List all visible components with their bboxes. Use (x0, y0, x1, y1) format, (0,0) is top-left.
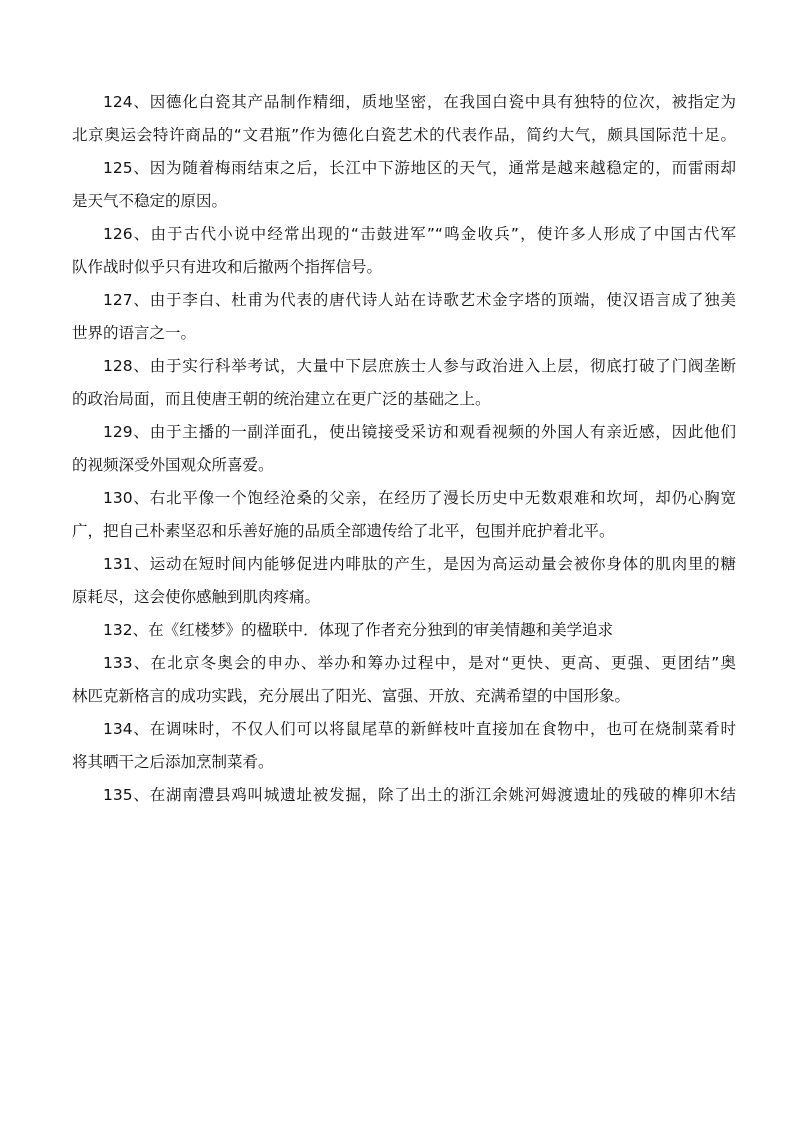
item-line: 的政治局面，而且使唐王朝的统治建立在更广泛的基础之上。 (72, 390, 491, 408)
item-line: 127、由于李白、杜甫为代表的唐代诗人站在诗歌艺术金字塔的顶端，使汉语言成了独美 (103, 291, 736, 309)
item-line: 北京奥运会特许商品的“文君瓶”作为德化白瓷艺术的代表作品，简约大气，颇具国际范十足。 (72, 126, 736, 144)
item-line: 125、因为随着梅雨结束之后，长江中下游地区的天气，通常是越来越稳定的，而雷雨却 (103, 159, 736, 177)
item-line: 126、由于古代小说中经常出现的“击鼓进军”“鸣金收兵”，使许多人形成了中国古代军 (103, 225, 736, 243)
list-item (72, 356, 736, 409)
item-line: 134、在调味时，不仅人们可以将鼠尾草的新鲜枝叶直接加在食物中，也可在烧制菜肴时 (103, 720, 736, 738)
item-line: 的视频深受外国观众所喜爱。 (72, 456, 274, 474)
item-line: 是天气不稳定的原因。 (72, 192, 228, 210)
item-line: 队作战时似乎只有进攻和后撤两个指挥信号。 (72, 258, 383, 276)
list-item (72, 620, 736, 640)
item-line: 133、在北京冬奥会的申办、举办和筹办过程中，是对“更快、更高、更强、更团结”奥 (103, 654, 736, 672)
item-line: 世界的语言之一。 (72, 324, 197, 342)
item-line: 林匹克新格言的成功实践，充分展出了阳光、富强、开放、充满希望的中国形象。 (72, 687, 631, 705)
list-item (72, 422, 736, 475)
item-line: 131、运动在短时间内能够促进内啡肽的产生，是因为高运动量会被你身体的肌肉里的糖 (103, 555, 736, 573)
item-line: 135、在湖南澧县鸡叫城遗址被发掘，除了出土的浙江余姚河姆渡遗址的残破的榫卯木结 (103, 786, 736, 804)
list-item (72, 158, 736, 211)
item-line: 原耗尽，这会使你感触到肌肉疼痛。 (72, 588, 321, 606)
item-line: 132、在《红楼梦》的楹联中．体现了作者充分独到的审美情趣和美学追求 (103, 621, 614, 639)
list-item (72, 554, 736, 607)
item-line: 将其晒干之后添加烹制菜肴。 (72, 753, 274, 771)
list-item (72, 224, 736, 277)
item-line: 广，把自己朴素坚忍和乐善好施的品质全部遗传给了北平，包围并庇护着北平。 (72, 522, 615, 540)
list-item (72, 290, 736, 343)
list-item (72, 785, 736, 805)
item-line: 124、因德化白瓷其产品制作精细，质地坚密，在我国白瓷中具有独特的位次，被指定为 (103, 93, 736, 111)
item-line: 128、由于实行科举考试，大量中下层庶族士人参与政治进入上层，彻底打破了门阀垄断 (103, 357, 736, 375)
list-item (72, 719, 736, 772)
list-item (72, 653, 736, 706)
item-line: 129、由于主播的一副洋面孔，使出镜接受采访和观看视频的外国人有亲近感，因此他们 (103, 423, 736, 441)
list-item (72, 92, 736, 145)
document-body (72, 92, 736, 818)
item-line: 130、右北平像一个饱经沧桑的父亲，在经历了漫长历史中无数艰难和坎坷，却仍心胸宽 (103, 489, 736, 507)
list-item (72, 488, 736, 541)
